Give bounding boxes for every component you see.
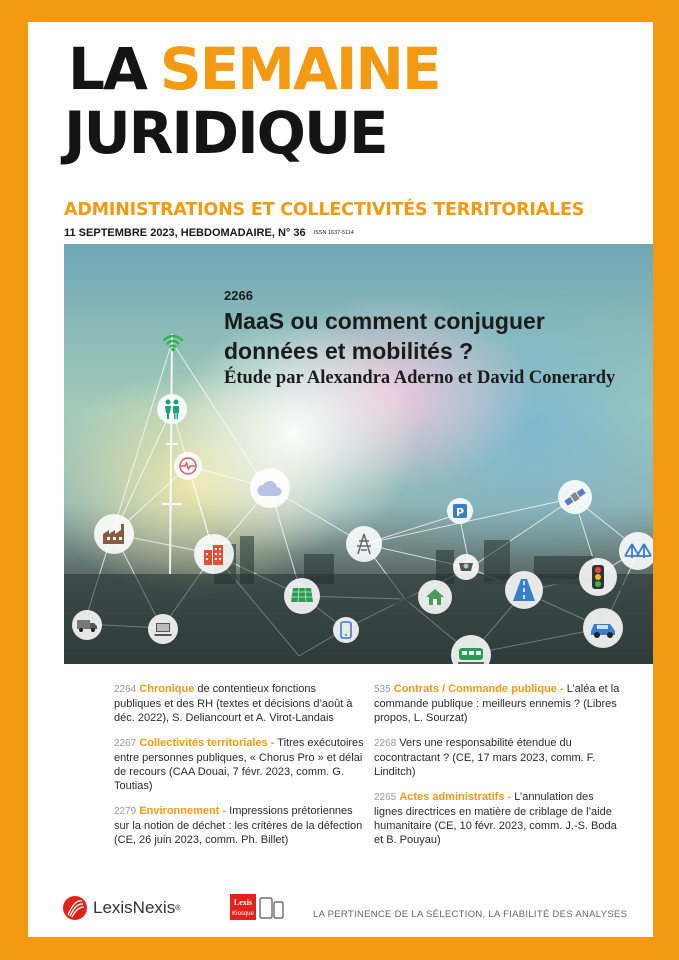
summary-text: Titres exécutoires entre personnes publiques, « Chorus Pro » et délai de recours (CAA Douai, 7 févr. 2023, comm. G. Toutias): [114, 737, 364, 792]
summary-number: 535: [374, 684, 391, 695]
health-icon: [174, 452, 202, 480]
summary-category: Environnement -: [139, 805, 227, 817]
footer-tagline: LA PERTINENCE DE LA SÉLECTION, LA FIABILITÉ DES ANALYSES: [313, 909, 628, 920]
feature-title: MaaS ou comment conjuguer données et mobilités ?: [224, 308, 545, 364]
svg-text:P: P: [455, 506, 465, 519]
kiosque-bottom-text: Kiosque: [232, 911, 254, 917]
feature-number: 2266: [224, 288, 253, 303]
registered-mark: ®: [175, 904, 181, 912]
cover-page: [28, 22, 653, 937]
journal-subtitle: ADMINISTRATIONS ET COLLECTIVITÉS TERRITORIALES: [64, 200, 585, 220]
summary-number: 2279: [114, 806, 137, 817]
summary-category: Actes administratifs -: [399, 791, 512, 803]
satellite-icon: [558, 480, 592, 514]
summary-item: [114, 736, 364, 793]
traffic-light-icon: [579, 558, 617, 596]
issue-date: 11 SEPTEMBRE 2023, HEBDOMADAIRE, N° 36: [64, 227, 306, 239]
summary-number: 2267: [114, 738, 137, 749]
summary-category: Collectivités territoriales -: [139, 737, 275, 749]
road-icon: [505, 571, 543, 609]
cloud-icon: [250, 468, 290, 508]
laptop-icon: [148, 614, 178, 644]
summary-item: [374, 682, 624, 725]
lexisnexis-logo: [62, 895, 180, 921]
summary-column-left: [114, 682, 364, 858]
parking-icon: [447, 498, 473, 524]
masthead-la: LA: [68, 35, 146, 103]
buildings-icon: [194, 534, 234, 574]
wifi-icon: [161, 330, 185, 354]
truck-icon: [72, 610, 102, 640]
summary-category: Contrats / Commande publique -: [393, 683, 564, 695]
issue-line: [64, 227, 354, 239]
summary-item: [374, 790, 624, 847]
summary-column-right: [374, 682, 624, 858]
feature-author: Étude par Alexandra Aderno et David Conerardy: [224, 368, 616, 388]
issn: ISSN 1637-5114: [313, 230, 354, 237]
factory-icon: [94, 514, 134, 554]
summary-text: L’aléa et la commande publique : meilleurs ennemis ? (Libres propos, L. Sourzat): [374, 683, 620, 724]
house-icon: [418, 580, 452, 614]
lexis-kiosque-logo: [230, 892, 286, 927]
summary-category: Chronique: [139, 683, 195, 695]
solar-panel-icon: [284, 578, 320, 614]
bridge-icon: [619, 532, 653, 570]
camera-icon: [453, 554, 479, 580]
masthead-title-line1: [68, 35, 440, 103]
car-icon: [583, 608, 623, 648]
lexisnexis-emblem-icon: [62, 895, 88, 921]
masthead-juridique: JURIDIQUE: [64, 99, 387, 167]
summary-item: [374, 736, 624, 779]
kiosque-top-text: Lexis: [233, 898, 253, 907]
summary-item: [114, 804, 364, 847]
power-tower-icon: [346, 526, 382, 562]
hero-image: [64, 244, 653, 664]
summary-text: L’annulation des lignes directrices en matière de criblage de l’aide humanitaire (CE, 10 févr. 2023, comm. J.-S. Boda et B. Pouyau): [374, 791, 617, 846]
summary-text: Impressions prétoriennes sur la notion de déchet : les critères de la défection (CE, 26 juin 2023, comm. Ph. Billet): [114, 805, 363, 846]
people-icon: [157, 394, 187, 424]
summary-number: 2264: [114, 684, 137, 695]
summary-number: 2265: [374, 792, 397, 803]
lexisnexis-wordmark: LexisNexis: [93, 898, 176, 917]
summary-text: Vers une responsabilité étendue du cocontractant ? (CE, 17 mars 2023, comm. F. Linditch): [374, 737, 596, 778]
masthead-semaine: SEMAINE: [159, 35, 440, 103]
smartphone-icon: [333, 617, 359, 643]
summary-number: 2268: [374, 738, 397, 749]
summary-text: de contentieux fonctions publiques et des RH (textes et décisions d’août à déc. 2022), S. Deliancourt et A. Virot-Landais: [114, 683, 353, 724]
summary-item: [114, 682, 364, 725]
